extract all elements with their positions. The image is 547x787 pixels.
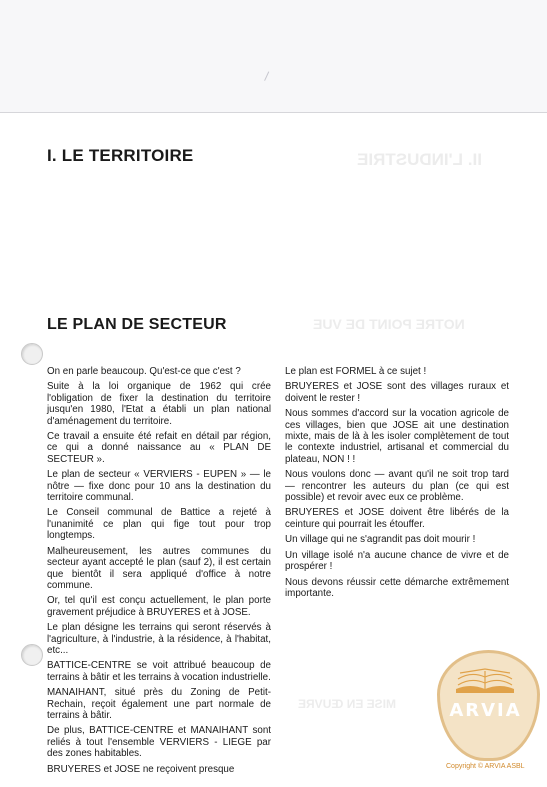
paragraph: Le plan désigne les terrains qui seront réservés à l'agriculture, à l'industrie, à la résidence, à l'habitat, etc... (47, 622, 271, 656)
copyright-notice: Copyright © ARVIA ASBL (446, 763, 525, 770)
section-title-plan-de-secteur: LE PLAN DE SECTEUR (47, 316, 227, 333)
previous-page-strip (0, 0, 547, 113)
paragraph: BRUYERES et JOSE sont des villages ruraux et doivent le rester ! (285, 381, 509, 404)
right-text-column (285, 366, 509, 603)
paragraph: BRUYERES et JOSE doivent être libérés de la ceinture qui pourrait les étouffer. (285, 507, 509, 530)
bleed-through-heading-point-de-vue: NOTRE POINT DE VUE (313, 316, 465, 332)
paragraph: BATTICE-CENTRE se voit attribué beaucoup de terrains à bâtir et les terrains à vocation industrielle. (47, 660, 271, 683)
paragraph: BRUYERES et JOSE ne reçoivent presque (47, 763, 235, 775)
bleed-through-heading-oeuvre: MISE EN ŒUVRE (298, 697, 397, 711)
paragraph: Or, tel qu'il est conçu actuellement, le plan porte gravement préjudice à BRUYERES et à JOSE. (47, 595, 271, 618)
logo-wordmark: ARVIA (449, 700, 522, 721)
paragraph: Le Conseil communal de Battice a rejeté à l'unanimité ce plan qui fige tout pour trop longtemps. (47, 507, 271, 542)
punch-hole-lower (21, 644, 43, 666)
open-book-icon (454, 667, 516, 695)
paragraph: Suite à la loi organique de 1962 qui crée l'obligation de fixer la destination du territoire jusqu'en 1980, l'Etat a établi un plan national d'aménagement du territoire. (47, 381, 271, 427)
pen-mark (264, 71, 273, 82)
punch-hole-upper (21, 343, 43, 365)
paragraph: Nous voulons donc — avant qu'il ne soit trop tard — rencontrer les auteurs du plan (ce qui est possible) et revoir avec eux ce problème. (285, 469, 509, 504)
section-title-territoire: I. LE TERRITOIRE (47, 146, 194, 165)
left-text-column (47, 366, 271, 779)
paragraph: Le plan est FORMEL à ce sujet ! (285, 366, 427, 377)
paragraph: MANAIHANT, situé près du Zoning de Petit-Rechain, reçoit également une part normale de terrains à bâtir. (47, 687, 271, 721)
paragraph: Un village qui ne s'agrandit pas doit mourir ! (285, 534, 476, 546)
paragraph: Ce travail a ensuite été refait en détail par région, ce qui a donné naissance au « PLAN DE SECTEUR ». (47, 431, 271, 465)
paragraph: De plus, BATTICE-CENTRE et MANAIHANT sont reliés à tout l'ensemble VERVIERS - LIEGE par des zones habitables. (47, 725, 271, 760)
bleed-through-heading-industrie: II. L'INDUSTRIE (357, 150, 482, 169)
paragraph: Un village isolé n'a aucune chance de vivre et de prospérer ! (285, 549, 509, 573)
paragraph: Le plan de secteur « VERVIERS - EUPEN » — le nôtre — fixe donc pour 10 ans la destination du territoire communal. (47, 469, 271, 504)
paragraph: Malheureusement, les autres communes du secteur ayant accepté le plan (sauf 2), il est certain que bientôt il sera appliqué d'office à notre commune. (47, 545, 271, 591)
paragraph: On en parle beaucoup. Qu'est-ce que c'est ? (47, 366, 241, 377)
paragraph: Nous devons réussir cette démarche extrêmement importante. (285, 576, 509, 599)
paragraph: Nous sommes d'accord sur la vocation agricole de ces villages, bien que JOSE ait une destination mixte, mais de là à les isoler complètement de tout le contexte industriel, artisanal et commercial du plateau, NON ! ! (285, 408, 509, 465)
